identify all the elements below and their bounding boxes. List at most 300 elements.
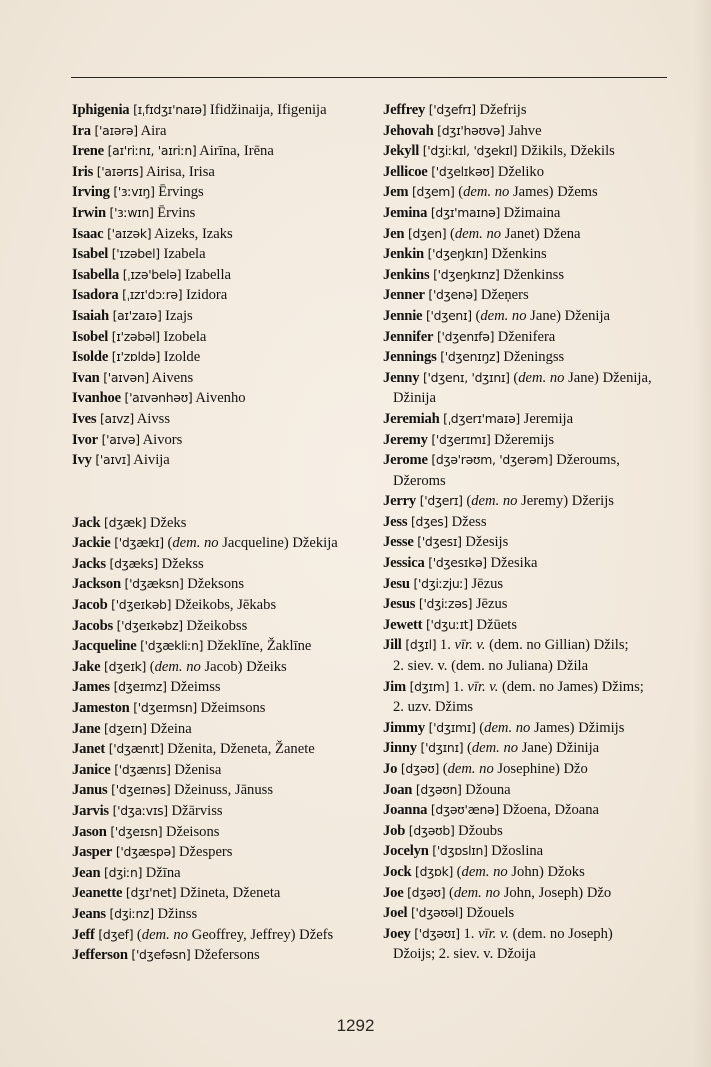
headword: Jack <box>72 514 101 531</box>
gloss-prefix: ( <box>513 369 519 386</box>
translation: Izajs <box>165 307 193 324</box>
headword: Ira <box>72 122 91 139</box>
gloss-prefix: ( <box>466 740 472 757</box>
pronunciation: ['dʒæksn] <box>124 576 184 592</box>
translation: Džeina <box>150 720 192 737</box>
pronunciation: ['dʒeŋkɪnz] <box>433 266 500 282</box>
gloss-prefix: ( <box>475 307 481 324</box>
pronunciation: [dʒəʊ] <box>400 761 440 776</box>
pronunciation: ['dʒefrɪ] <box>428 102 476 117</box>
dictionary-entry <box>382 450 694 491</box>
dictionary-entry <box>382 615 694 636</box>
pronunciation: ['dʒəʊəl] <box>410 905 463 921</box>
pronunciation: ['aɪvə] <box>101 431 140 447</box>
gloss-note: Jeremy) <box>517 493 569 510</box>
translation: Džefersons <box>194 947 260 964</box>
dictionary-entry <box>71 513 363 534</box>
translation: Ifidžinaija, Ifigenija <box>209 102 327 118</box>
translation: Džoubs <box>458 822 503 839</box>
usage-label: dem. no <box>471 740 519 757</box>
pronunciation: [dʒəʊ'ænə] <box>430 802 499 818</box>
pronunciation: ['ɪzəbel] <box>111 246 160 262</box>
headword: Joanna <box>383 802 428 819</box>
dictionary-entry <box>382 512 694 533</box>
translation: Jahve <box>508 122 542 139</box>
translation: Dženija <box>564 307 611 324</box>
dictionary-entry <box>71 677 363 698</box>
translation: Izolde <box>163 349 201 366</box>
headword: Jess <box>383 513 408 530</box>
headword: Ivanhoe <box>72 390 121 407</box>
entry-continuation: Džinija <box>393 390 436 407</box>
pronunciation: [dʒɪ'həʊvə] <box>437 122 505 138</box>
headword: Jessica <box>383 555 425 572</box>
translation: Aivens <box>151 369 194 386</box>
dictionary-entry <box>382 368 694 409</box>
translation: Džems <box>557 184 598 201</box>
headword: Isaac <box>72 225 104 242</box>
gloss-prefix: ( <box>442 761 448 777</box>
pronunciation: ['dʒeŋkɪn] <box>427 246 488 262</box>
pronunciation: [dʒiːn] <box>104 864 143 880</box>
translation: Džīna <box>145 864 181 881</box>
pronunciation: [dʒem] <box>412 184 455 200</box>
usage-label: vīr. v. <box>478 925 509 942</box>
translation: Džena <box>543 225 581 242</box>
pronunciation: ['dʒiːzjuː] <box>413 575 468 591</box>
dictionary-entry <box>382 594 694 615</box>
translation: Ērvins <box>157 204 196 221</box>
dictionary-entry <box>71 347 363 368</box>
headword: Jenner <box>383 287 425 304</box>
translation: Džārviss <box>171 803 223 819</box>
pronunciation: ['aɪzək] <box>107 225 152 241</box>
gloss-note: Jacqueline) <box>218 535 289 552</box>
dictionary-entry <box>71 904 363 925</box>
dictionary-entry <box>382 924 694 965</box>
pronunciation: ['dʒækliːn] <box>140 638 204 654</box>
headword: Janet <box>72 741 106 758</box>
pronunciation: [dʒɪ'maɪnə] <box>430 204 501 220</box>
pronunciation: ['dʒesɪ] <box>417 534 462 550</box>
pronunciation: ['dʒænɪs] <box>114 761 171 777</box>
usage-label: dem. no <box>471 493 518 510</box>
translation: Džeklīne, Žaklīne <box>206 638 312 655</box>
pronunciation: ['aɪvən] <box>103 369 149 385</box>
headword: Ivan <box>72 369 100 386</box>
headword: Isobel <box>72 328 109 345</box>
dictionary-entry <box>71 533 363 554</box>
translation: Aivss <box>136 410 170 427</box>
dictionary-entry <box>71 182 363 203</box>
pronunciation: ['dʒefəsn] <box>131 947 191 963</box>
translation: Dženija, <box>602 369 652 386</box>
translation: Airisa, Irisa <box>145 163 215 180</box>
pronunciation: [aɪvz] <box>100 410 134 426</box>
dictionary-entry <box>382 738 694 759</box>
pronunciation: ['dʒenɪŋz] <box>440 349 500 365</box>
dictionary-entry <box>382 677 694 718</box>
translation: Džo <box>586 884 612 901</box>
page-edge-shadow <box>693 0 711 1067</box>
headword: Jekyll <box>383 143 420 160</box>
translation: Džeks <box>149 514 187 531</box>
translation: Izobela <box>163 328 207 345</box>
translation: Džo <box>563 761 588 777</box>
translation: Džeinuss, Jānuss <box>174 782 274 799</box>
pronunciation: ['dʒerɪmɪ] <box>431 431 491 447</box>
dictionary-entry <box>71 409 363 430</box>
pronunciation: [aɪ'riːnɪ, 'aɪriːn] <box>107 143 197 159</box>
translation: Džinija <box>556 740 600 757</box>
headword: Irving <box>72 184 110 201</box>
dictionary-entry <box>71 945 363 966</box>
dictionary-entry <box>71 430 363 451</box>
headword: Jellicoe <box>383 163 428 180</box>
dictionary-entry <box>382 409 694 430</box>
translation: Džineta, Dženeta <box>179 885 281 902</box>
headword: Joel <box>383 905 408 922</box>
dictionary-entry <box>71 925 363 946</box>
headword: Jewett <box>383 616 423 633</box>
pronunciation: [dʒæks] <box>109 555 158 571</box>
gloss-prefix: ( <box>448 884 454 901</box>
gloss-note: (dem. no James) <box>498 678 599 695</box>
translation: Izabela <box>163 246 206 263</box>
pronunciation: ['dʒɪnɪ] <box>420 740 464 756</box>
pronunciation: [dʒiːnz] <box>109 905 154 921</box>
usage-label: dem. no <box>484 719 531 736</box>
dictionary-entry <box>71 203 363 224</box>
gloss-note: Janet) <box>501 225 540 242</box>
usage-label: dem. no <box>141 926 188 943</box>
translation: Džesika <box>490 555 538 572</box>
translation: Džikils, Džekils <box>520 143 615 160</box>
pronunciation: [dʒeɪn] <box>104 720 147 736</box>
dictionary-entry <box>71 100 363 121</box>
dictionary-entry <box>382 327 694 348</box>
headword: Jane <box>72 720 101 737</box>
pronunciation: ['dʒænɪt] <box>108 741 164 757</box>
gloss-note: John) <box>507 863 544 880</box>
headword: Iris <box>72 163 94 180</box>
pronunciation: [dʒɪl] <box>405 637 437 653</box>
dictionary-entry <box>71 698 363 719</box>
pronunciation: ['ɜːwɪn] <box>109 204 154 220</box>
gloss-note: Jacob) <box>200 658 243 675</box>
dictionary-entry <box>382 121 694 142</box>
pronunciation: [dʒə'rəʊm, 'dʒerəm] <box>431 452 553 468</box>
pronunciation: [dʒəʊn] <box>415 781 462 797</box>
translation: Izidora <box>185 287 228 304</box>
translation: Džinss <box>157 905 198 922</box>
translation: Jēzus <box>475 596 508 613</box>
pronunciation: [dʒəʊb] <box>408 822 455 838</box>
translation: Aivija <box>133 452 170 469</box>
pronunciation: ['dʒæspə] <box>115 844 176 860</box>
gloss-note: Josephine) <box>493 761 560 777</box>
translation: Dženifera <box>497 328 556 345</box>
pronunciation: ['dʒiːzəs] <box>418 596 473 612</box>
dictionary-entry <box>71 760 363 781</box>
headword: Jesus <box>383 596 416 613</box>
headword: Ivy <box>72 452 92 469</box>
pronunciation: ['dʒenə] <box>428 287 478 303</box>
translation: Džeimsons <box>200 700 266 717</box>
headword: Jeremiah <box>383 410 440 427</box>
dictionary-entry <box>71 780 363 801</box>
dictionary-entry <box>382 141 694 162</box>
dictionary-entry <box>382 800 694 821</box>
headword: Jem <box>383 184 409 201</box>
dictionary-entry <box>382 285 694 306</box>
pronunciation: ['dʒɒslɪn] <box>432 843 488 859</box>
header-rule <box>71 77 667 78</box>
headword: Jo <box>383 761 398 777</box>
pronunciation: ['dʒelɪkəʊ] <box>431 163 495 179</box>
pronunciation: ['dʒenɪ] <box>426 307 472 323</box>
headword: Jacob <box>72 597 108 614</box>
translation: Džims; <box>601 678 644 695</box>
translation: Džefrijs <box>479 102 527 118</box>
pronunciation: [dʒeɪk] <box>104 658 147 674</box>
translation: Džūets <box>476 616 518 633</box>
gloss-note: James) <box>530 719 575 736</box>
headword: Jenny <box>383 369 420 386</box>
dictionary-entry <box>382 574 694 595</box>
dictionary-entry <box>71 121 363 142</box>
headword: Jacobs <box>72 617 113 634</box>
pronunciation: ['dʒenɪ, 'dʒɪnɪ] <box>422 369 510 385</box>
gloss-note: (dem. no Gillian) <box>485 637 591 654</box>
dictionary-entry <box>71 285 363 306</box>
translation: Džeņers <box>480 287 529 304</box>
translation: Airīna, Irēna <box>199 143 274 160</box>
translation: Dženkins <box>491 246 547 263</box>
headword: Jimmy <box>383 719 425 736</box>
usage-label: dem. no <box>447 761 494 777</box>
translation: Džekss <box>161 555 204 572</box>
translation: Džeisons <box>165 823 220 840</box>
headword: Isabella <box>72 266 120 283</box>
dictionary-entry <box>382 841 694 862</box>
translation: Džeimss <box>170 679 221 696</box>
headword: Jenkin <box>383 246 424 263</box>
usage-label: dem. no <box>453 884 501 901</box>
headword: Janice <box>72 761 111 778</box>
headword: Jen <box>383 225 405 242</box>
section-gap <box>71 471 363 513</box>
headword: Job <box>383 822 406 839</box>
headword: Jock <box>383 863 412 880</box>
right-column <box>382 100 694 965</box>
translation: Džimaina <box>503 204 561 221</box>
headword: Jackie <box>72 535 111 552</box>
headword: Jennings <box>383 349 437 366</box>
dictionary-entry <box>382 306 694 327</box>
dictionary-entry <box>382 883 694 904</box>
headword: Ives <box>72 410 97 427</box>
dictionary-entry <box>71 162 363 183</box>
usage-label: dem. no <box>463 184 510 201</box>
dictionary-entry <box>71 265 363 286</box>
usage-label: vīr. v. <box>467 678 499 695</box>
dictionary-entry <box>71 574 363 595</box>
headword: Jeans <box>72 905 106 922</box>
pronunciation: ['dʒaːvɪs] <box>112 803 168 818</box>
pronunciation: ['aɪərɪs] <box>96 163 144 179</box>
dictionary-entry <box>382 203 694 224</box>
pronunciation: ['dʒiːkɪl, 'dʒekɪl] <box>422 143 518 159</box>
pronunciation: [dʒes] <box>411 513 448 529</box>
headword: Jean <box>72 864 101 881</box>
gloss-prefix: ( <box>458 184 464 201</box>
pronunciation: [dʒef] <box>98 926 134 942</box>
page-number: 1292 <box>336 1016 375 1035</box>
translation: Izabella <box>184 266 232 283</box>
pronunciation: [ɪ'zɒldə] <box>111 349 161 365</box>
headword: Jefferson <box>72 947 128 964</box>
gloss-prefix: 1. <box>439 637 455 654</box>
gloss-note: Jane) <box>518 740 553 757</box>
translation: Džekija <box>292 535 338 552</box>
pronunciation: [aɪ'zaɪə] <box>112 307 162 323</box>
dictionary-entry <box>71 801 363 822</box>
pronunciation: [ˌdʒerɪ'maɪə] <box>443 410 520 426</box>
dictionary-entry <box>71 554 363 575</box>
pronunciation: [dʒɒk] <box>415 863 453 879</box>
dictionary-entry <box>382 162 694 183</box>
dictionary-entry <box>382 821 694 842</box>
headword: Jerome <box>383 452 428 469</box>
headword: Joe <box>383 884 404 901</box>
gloss-note: John, Joseph) <box>500 884 584 901</box>
pronunciation: [dʒɪm] <box>409 678 450 694</box>
dictionary-entry <box>382 347 694 368</box>
dictionary-entry <box>382 265 694 286</box>
translation: Dželiko <box>497 163 545 180</box>
translation: Džouels <box>466 905 515 922</box>
gloss-prefix: 1. <box>452 678 468 695</box>
gloss-note: (dem. no Joseph) <box>509 925 613 942</box>
translation: Ērvings <box>158 184 204 201</box>
gloss-note: Jane) <box>564 369 599 386</box>
dictionary-entry <box>71 141 363 162</box>
dictionary-entry <box>382 903 694 924</box>
dictionary-entry <box>71 327 363 348</box>
pronunciation: [dʒæk] <box>104 514 147 530</box>
usage-label: dem. no <box>172 535 219 552</box>
headword: Jacqueline <box>72 638 137 655</box>
pronunciation: ['dʒækɪ] <box>114 535 164 551</box>
dictionary-entry <box>71 244 363 265</box>
dictionary-entry <box>71 657 363 678</box>
translation: Džils; <box>593 637 629 654</box>
gloss-prefix: ( <box>449 225 455 242</box>
dictionary-entry <box>71 616 363 637</box>
translation: Džeiks <box>246 658 287 675</box>
dictionary-entry <box>382 635 694 676</box>
dictionary-entry <box>71 719 363 740</box>
translation: Aivenho <box>195 390 246 407</box>
usage-label: dem. no <box>154 658 201 675</box>
translation: Jēzus <box>471 575 504 592</box>
headword: Jehovah <box>383 122 434 139</box>
headword: Jim <box>383 678 406 695</box>
dictionary-entry <box>382 430 694 451</box>
translation: Džeikobss <box>186 617 248 634</box>
headword: Jake <box>72 658 101 675</box>
pronunciation: ['aɪvənhəʊ] <box>124 390 193 406</box>
translation: Dženita, Dženeta, Žanete <box>167 741 315 758</box>
pronunciation: [ˌɪzə'belə] <box>122 266 182 282</box>
pronunciation: ['dʒɪmɪ] <box>428 719 476 735</box>
headword: Jasper <box>72 844 113 861</box>
gloss-note: James) <box>509 184 554 201</box>
usage-label: vīr. v. <box>454 637 486 654</box>
pronunciation: ['ɜːvɪŋ] <box>113 184 155 200</box>
usage-label: dem. no <box>454 225 502 242</box>
translation: Aivors <box>142 431 183 448</box>
gloss-note: Geoffrey, Jeffrey) <box>188 926 296 943</box>
headword: Jinny <box>383 740 417 757</box>
dictionary-entry <box>382 244 694 265</box>
headword: Isaiah <box>72 307 109 324</box>
translation: Džespers <box>178 844 233 861</box>
translation: Dženkinss <box>503 266 565 283</box>
gloss-prefix: ( <box>466 493 472 510</box>
headword: Ivor <box>72 431 98 448</box>
pronunciation: [ˌɪzɪ'dɔːrə] <box>122 287 183 303</box>
gloss-prefix: ( <box>136 926 142 943</box>
entry-continuation: Džeroms <box>393 472 446 489</box>
headword: Jeffrey <box>383 102 426 118</box>
headword: Jennie <box>383 307 423 324</box>
headword: Janus <box>72 782 108 799</box>
translation: Džimijs <box>578 719 625 736</box>
headword: Jesse <box>383 534 414 551</box>
pronunciation: ['dʒeɪsn] <box>110 823 163 839</box>
translation: Džesijs <box>465 534 509 551</box>
headword: Jemina <box>383 204 428 221</box>
translation: Džeikobs, Jēkabs <box>174 597 277 614</box>
pronunciation: ['dʒeɪmsn] <box>133 700 197 716</box>
dictionary-entry <box>382 100 694 121</box>
dictionary-entry <box>382 718 694 739</box>
headword: Irwin <box>72 204 106 221</box>
dictionary-entry <box>71 739 363 760</box>
pronunciation: [ɪ'zəbəl] <box>111 328 160 344</box>
entry-continuation: Džoijs; 2. siev. v. Džoija <box>393 946 536 963</box>
headword: Jerry <box>383 493 417 510</box>
headword: Irene <box>72 143 104 160</box>
dictionary-entry <box>382 224 694 245</box>
headword: Jenkins <box>383 266 430 283</box>
headword: Jeff <box>72 926 95 943</box>
headword: Jameston <box>72 700 130 717</box>
pronunciation: [dʒəʊ] <box>407 884 446 900</box>
translation: Džoena, Džoana <box>502 802 600 819</box>
headword: Jackson <box>72 576 121 593</box>
dictionary-entry <box>382 759 694 780</box>
gloss-note: Jane) <box>526 307 561 324</box>
dictionary-entry <box>71 636 363 657</box>
headword: Isadora <box>72 287 119 304</box>
headword: Jarvis <box>72 803 109 819</box>
pronunciation: ['dʒəʊɪ] <box>414 925 460 941</box>
headword: Jocelyn <box>383 843 429 860</box>
entry-continuation: 2. uzv. Džims <box>393 699 474 716</box>
